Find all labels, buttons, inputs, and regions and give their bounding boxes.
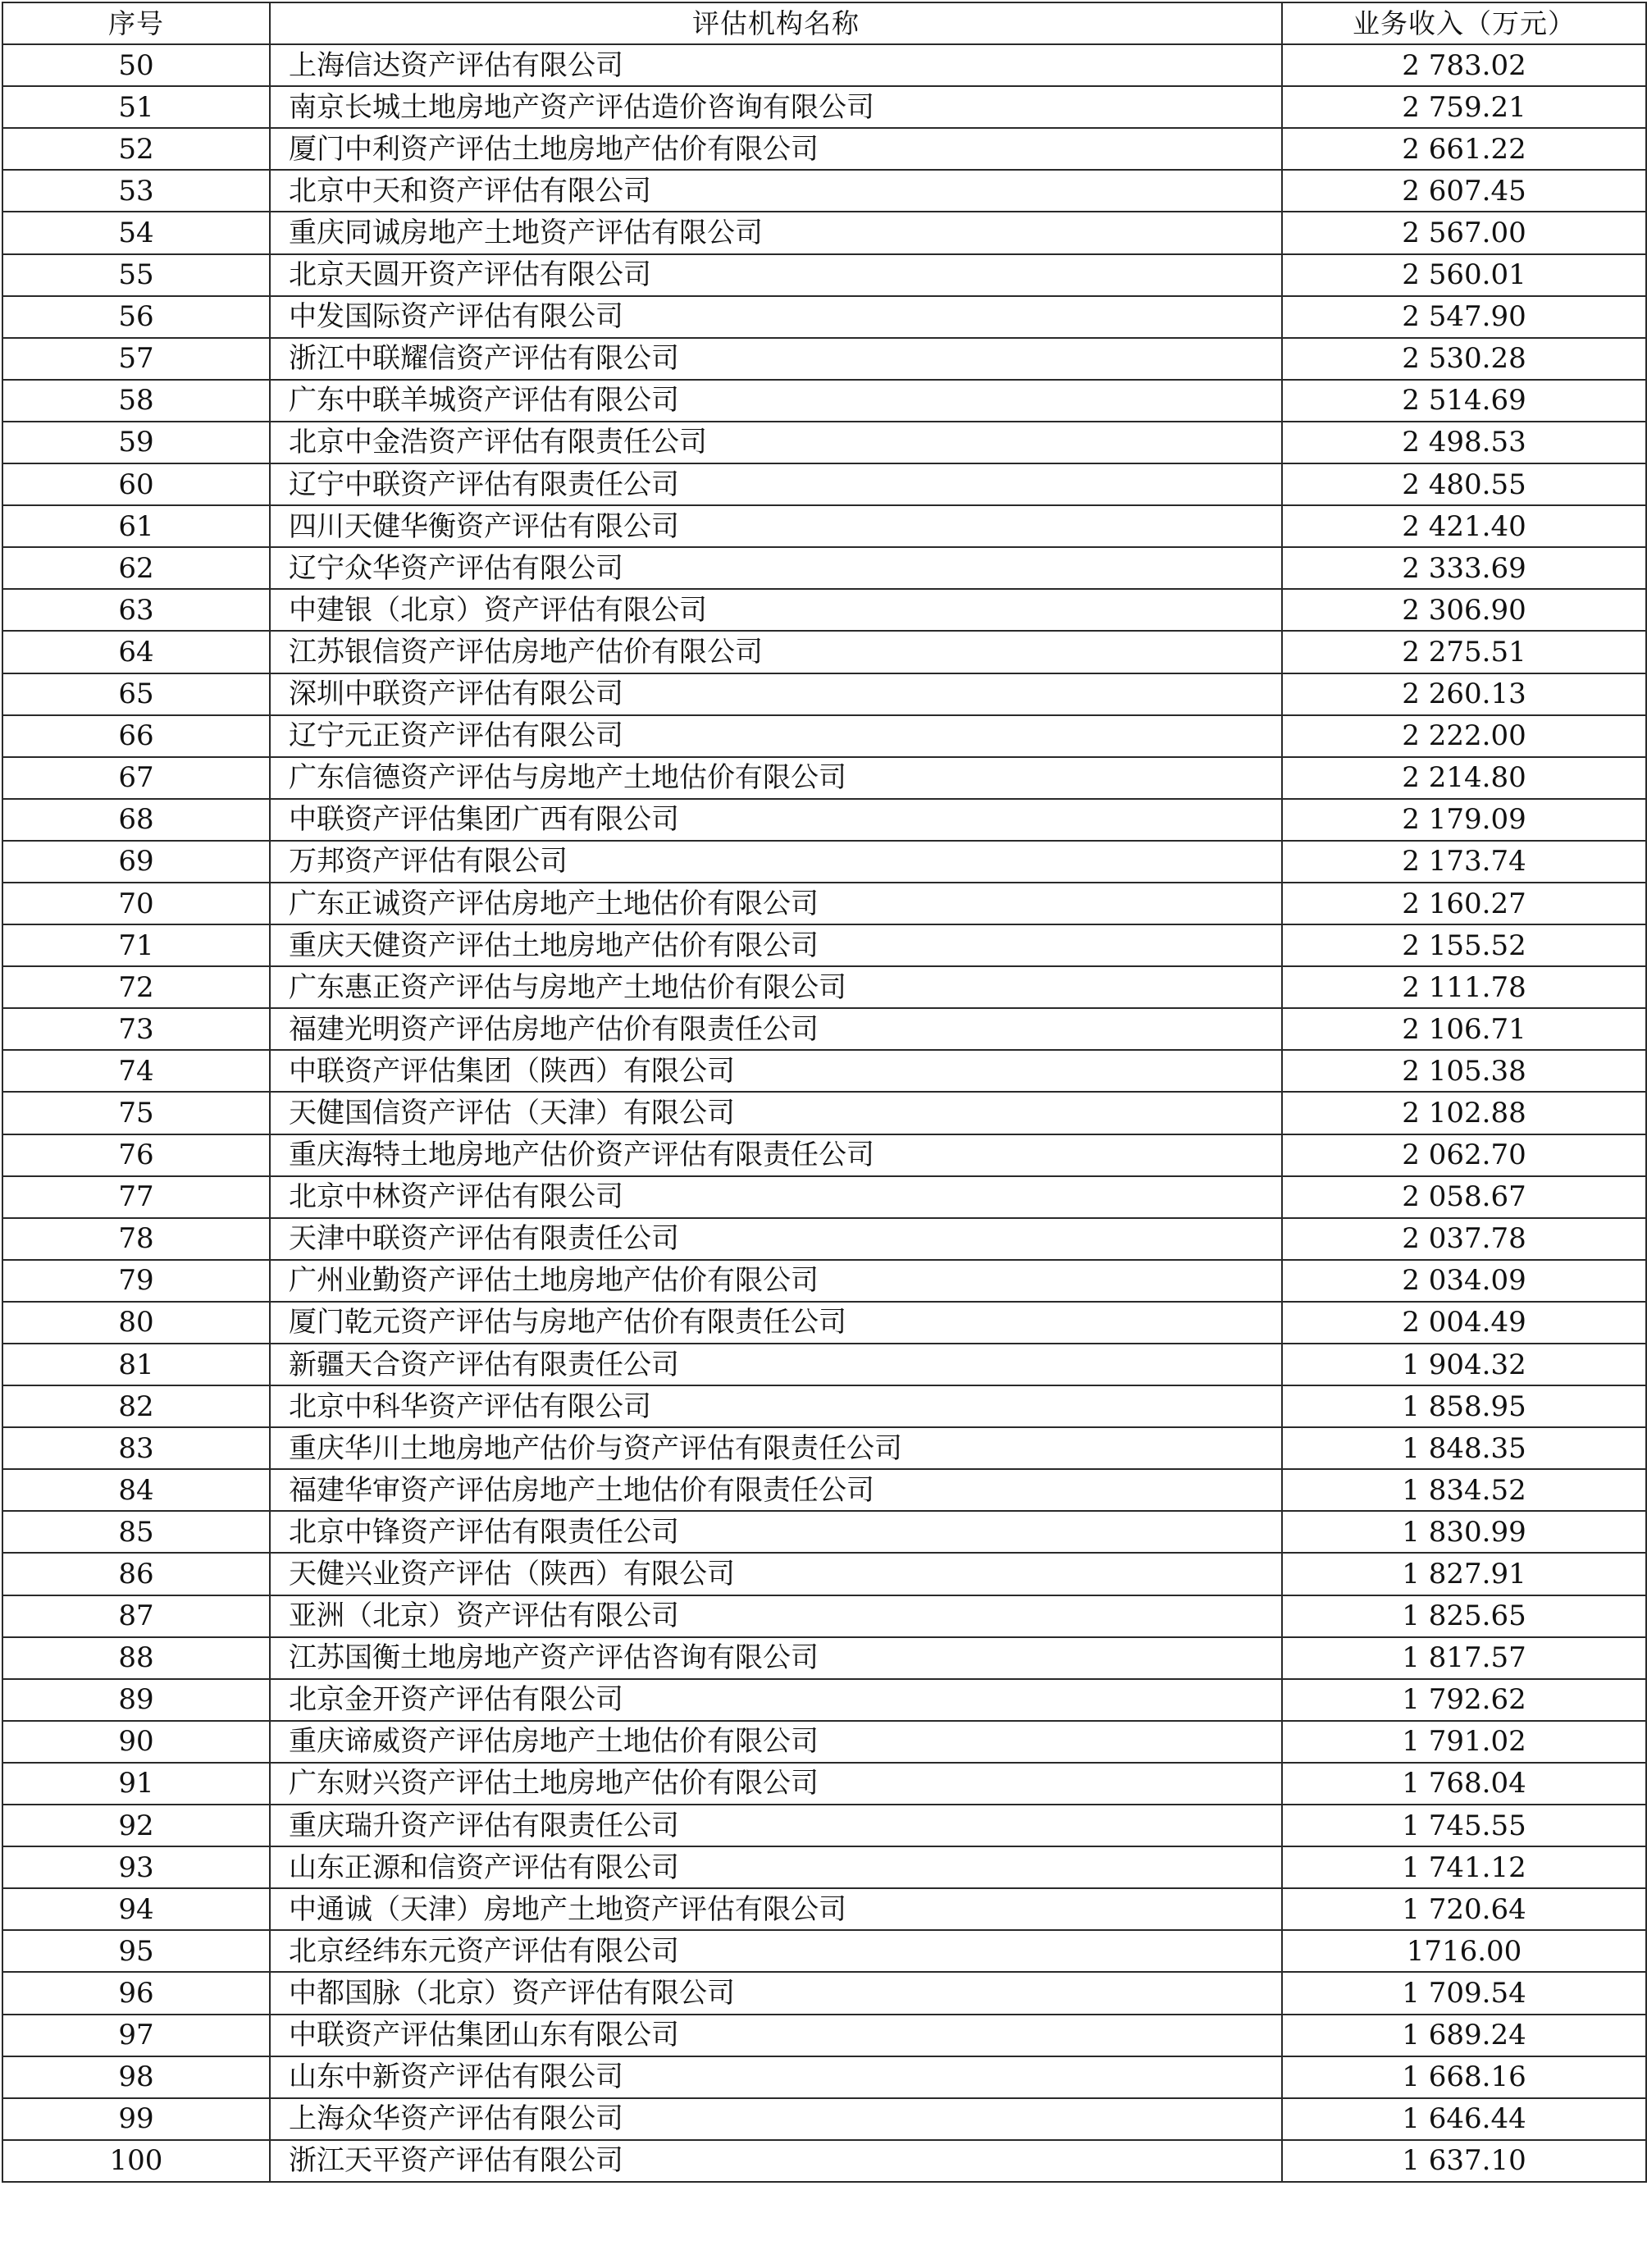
cell-number: 59 (2, 422, 270, 463)
cell-income: 1 709.54 (1282, 1972, 1646, 2014)
cell-income: 2 275.51 (1282, 631, 1646, 673)
cell-name: 广东惠正资产评估与房地产土地估价有限公司 (270, 966, 1282, 1008)
cell-name: 北京中锋资产评估有限责任公司 (270, 1511, 1282, 1553)
cell-number: 50 (2, 44, 270, 86)
cell-name: 辽宁众华资产评估有限公司 (270, 547, 1282, 589)
cell-income: 2 498.53 (1282, 422, 1646, 463)
table-row (2, 1763, 1646, 1805)
cell-number: 58 (2, 380, 270, 422)
cell-name: 广东信德资产评估与房地产土地估价有限公司 (270, 757, 1282, 799)
table-row (2, 1553, 1646, 1595)
cell-income: 2 530.28 (1282, 338, 1646, 380)
table-row (2, 1344, 1646, 1385)
table-row (2, 631, 1646, 673)
cell-number: 72 (2, 966, 270, 1008)
cell-income: 1 825.65 (1282, 1595, 1646, 1637)
cell-income: 2 214.80 (1282, 757, 1646, 799)
cell-number: 94 (2, 1888, 270, 1930)
appraisal-income-table (2, 2, 1647, 2183)
table-row (2, 1134, 1646, 1176)
cell-income: 2 567.00 (1282, 212, 1646, 253)
cell-number: 92 (2, 1805, 270, 1846)
table-row (2, 1092, 1646, 1134)
cell-income: 2 106.71 (1282, 1008, 1646, 1050)
cell-number: 65 (2, 673, 270, 715)
cell-number: 63 (2, 589, 270, 631)
table-row (2, 883, 1646, 924)
cell-number: 52 (2, 128, 270, 170)
cell-income: 2 058.67 (1282, 1176, 1646, 1218)
table-row (2, 1888, 1646, 1930)
header-row (2, 2, 1646, 44)
cell-name: 辽宁中联资产评估有限责任公司 (270, 463, 1282, 505)
table-row (2, 2098, 1646, 2140)
cell-income: 1 817.57 (1282, 1637, 1646, 1679)
table-row (2, 1218, 1646, 1260)
cell-name: 厦门中利资产评估土地房地产估价有限公司 (270, 128, 1282, 170)
cell-name: 亚洲（北京）资产评估有限公司 (270, 1595, 1282, 1637)
cell-name: 天津中联资产评估有限责任公司 (270, 1218, 1282, 1260)
cell-name: 江苏国衡土地房地产资产评估咨询有限公司 (270, 1637, 1282, 1679)
cell-number: 88 (2, 1637, 270, 1679)
cell-name: 重庆海特土地房地产估价资产评估有限责任公司 (270, 1134, 1282, 1176)
cell-name: 山东中新资产评估有限公司 (270, 2056, 1282, 2098)
table-row (2, 212, 1646, 253)
table-row (2, 1385, 1646, 1427)
cell-number: 97 (2, 2015, 270, 2056)
cell-income: 2 179.09 (1282, 799, 1646, 841)
cell-name: 中联资产评估集团（陕西）有限公司 (270, 1050, 1282, 1092)
cell-name: 北京中科华资产评估有限公司 (270, 1385, 1282, 1427)
table-row (2, 170, 1646, 212)
cell-number: 68 (2, 799, 270, 841)
cell-income: 2 480.55 (1282, 463, 1646, 505)
cell-income: 2 222.00 (1282, 715, 1646, 757)
cell-name: 浙江天平资产评估有限公司 (270, 2140, 1282, 2182)
cell-name: 重庆华川土地房地产估价与资产评估有限责任公司 (270, 1427, 1282, 1469)
cell-income: 1 791.02 (1282, 1721, 1646, 1763)
cell-number: 66 (2, 715, 270, 757)
cell-income: 1 720.64 (1282, 1888, 1646, 1930)
table-body (2, 44, 1646, 2182)
cell-name: 南京长城土地房地产资产评估造价咨询有限公司 (270, 86, 1282, 128)
table-row (2, 1511, 1646, 1553)
cell-name: 北京经纬东元资产评估有限公司 (270, 1930, 1282, 1972)
table-row (2, 966, 1646, 1008)
table-row (2, 1679, 1646, 1721)
cell-number: 80 (2, 1302, 270, 1344)
cell-name: 上海信达资产评估有限公司 (270, 44, 1282, 86)
cell-income: 1 745.55 (1282, 1805, 1646, 1846)
header-number: 序号 (2, 2, 270, 44)
table-row (2, 296, 1646, 338)
cell-name: 浙江中联耀信资产评估有限公司 (270, 338, 1282, 380)
table-row (2, 1176, 1646, 1218)
cell-income: 2 783.02 (1282, 44, 1646, 86)
table-row (2, 2056, 1646, 2098)
table-row (2, 1721, 1646, 1763)
cell-name: 天健兴业资产评估（陕西）有限公司 (270, 1553, 1282, 1595)
cell-number: 56 (2, 296, 270, 338)
cell-income: 1 646.44 (1282, 2098, 1646, 2140)
cell-number: 71 (2, 924, 270, 966)
cell-income: 1 768.04 (1282, 1763, 1646, 1805)
table-row (2, 86, 1646, 128)
cell-income: 1 858.95 (1282, 1385, 1646, 1427)
cell-income: 2 004.49 (1282, 1302, 1646, 1344)
table-row (2, 505, 1646, 547)
cell-income: 1 830.99 (1282, 1511, 1646, 1553)
cell-name: 中联资产评估集团山东有限公司 (270, 2015, 1282, 2056)
cell-income: 1 827.91 (1282, 1553, 1646, 1595)
cell-number: 74 (2, 1050, 270, 1092)
table-row (2, 254, 1646, 296)
cell-name: 厦门乾元资产评估与房地产估价有限责任公司 (270, 1302, 1282, 1344)
cell-income: 2 173.74 (1282, 841, 1646, 883)
cell-name: 中建银（北京）资产评估有限公司 (270, 589, 1282, 631)
cell-number: 96 (2, 1972, 270, 2014)
cell-number: 55 (2, 254, 270, 296)
table-header (2, 2, 1646, 44)
cell-number: 69 (2, 841, 270, 883)
table-row (2, 2140, 1646, 2182)
cell-name: 新疆天合资产评估有限责任公司 (270, 1344, 1282, 1385)
table-row (2, 422, 1646, 463)
cell-income: 2 514.69 (1282, 380, 1646, 422)
table-row (2, 841, 1646, 883)
cell-income: 2 105.38 (1282, 1050, 1646, 1092)
table-row (2, 1930, 1646, 1972)
cell-income: 2 421.40 (1282, 505, 1646, 547)
cell-name: 中发国际资产评估有限公司 (270, 296, 1282, 338)
cell-number: 78 (2, 1218, 270, 1260)
header-name: 评估机构名称 (270, 2, 1282, 44)
cell-number: 83 (2, 1427, 270, 1469)
cell-income: 2 034.09 (1282, 1260, 1646, 1302)
table-row (2, 2015, 1646, 2056)
table-row (2, 1595, 1646, 1637)
cell-number: 67 (2, 757, 270, 799)
cell-income: 2 260.13 (1282, 673, 1646, 715)
table-row (2, 1260, 1646, 1302)
cell-number: 53 (2, 170, 270, 212)
cell-income: 1716.00 (1282, 1930, 1646, 1972)
cell-name: 四川天健华衡资产评估有限公司 (270, 505, 1282, 547)
cell-number: 87 (2, 1595, 270, 1637)
cell-income: 1 792.62 (1282, 1679, 1646, 1721)
cell-name: 福建光明资产评估房地产估价有限责任公司 (270, 1008, 1282, 1050)
cell-name: 上海众华资产评估有限公司 (270, 2098, 1282, 2140)
cell-name: 江苏银信资产评估房地产估价有限公司 (270, 631, 1282, 673)
cell-number: 77 (2, 1176, 270, 1218)
table-row (2, 1050, 1646, 1092)
cell-number: 79 (2, 1260, 270, 1302)
cell-name: 中都国脉（北京）资产评估有限公司 (270, 1972, 1282, 2014)
cell-number: 81 (2, 1344, 270, 1385)
table-row (2, 547, 1646, 589)
cell-name: 广东中联羊城资产评估有限公司 (270, 380, 1282, 422)
table-row (2, 589, 1646, 631)
cell-name: 万邦资产评估有限公司 (270, 841, 1282, 883)
cell-number: 62 (2, 547, 270, 589)
table-row (2, 715, 1646, 757)
cell-name: 深圳中联资产评估有限公司 (270, 673, 1282, 715)
table-row (2, 799, 1646, 841)
cell-name: 重庆同诚房地产土地资产评估有限公司 (270, 212, 1282, 253)
table-row (2, 1972, 1646, 2014)
cell-income: 1 848.35 (1282, 1427, 1646, 1469)
cell-number: 61 (2, 505, 270, 547)
table-row (2, 924, 1646, 966)
table-row (2, 757, 1646, 799)
cell-income: 2 160.27 (1282, 883, 1646, 924)
cell-name: 北京天圆开资产评估有限公司 (270, 254, 1282, 296)
cell-number: 98 (2, 2056, 270, 2098)
cell-number: 90 (2, 1721, 270, 1763)
cell-income: 1 668.16 (1282, 2056, 1646, 2098)
cell-name: 重庆瑞升资产评估有限责任公司 (270, 1805, 1282, 1846)
table-row (2, 338, 1646, 380)
table-row (2, 673, 1646, 715)
table-row (2, 1427, 1646, 1469)
cell-income: 2 155.52 (1282, 924, 1646, 966)
cell-name: 北京中天和资产评估有限公司 (270, 170, 1282, 212)
table-row (2, 1846, 1646, 1888)
table-row (2, 1637, 1646, 1679)
cell-name: 广州业勤资产评估土地房地产估价有限公司 (270, 1260, 1282, 1302)
table-row (2, 380, 1646, 422)
cell-income: 2 306.90 (1282, 589, 1646, 631)
cell-income: 2 607.45 (1282, 170, 1646, 212)
cell-number: 54 (2, 212, 270, 253)
cell-income: 2 037.78 (1282, 1218, 1646, 1260)
cell-name: 广东财兴资产评估土地房地产估价有限公司 (270, 1763, 1282, 1805)
cell-income: 2 102.88 (1282, 1092, 1646, 1134)
cell-name: 山东正源和信资产评估有限公司 (270, 1846, 1282, 1888)
cell-name: 北京金开资产评估有限公司 (270, 1679, 1282, 1721)
table-row (2, 44, 1646, 86)
cell-name: 重庆谛威资产评估房地产土地估价有限公司 (270, 1721, 1282, 1763)
cell-number: 73 (2, 1008, 270, 1050)
cell-income: 1 741.12 (1282, 1846, 1646, 1888)
cell-number: 57 (2, 338, 270, 380)
cell-income: 2 062.70 (1282, 1134, 1646, 1176)
cell-number: 75 (2, 1092, 270, 1134)
cell-number: 99 (2, 2098, 270, 2140)
cell-number: 91 (2, 1763, 270, 1805)
cell-income: 1 904.32 (1282, 1344, 1646, 1385)
table-row (2, 1805, 1646, 1846)
cell-number: 85 (2, 1511, 270, 1553)
cell-income: 2 759.21 (1282, 86, 1646, 128)
table-row (2, 1008, 1646, 1050)
cell-number: 86 (2, 1553, 270, 1595)
cell-income: 1 689.24 (1282, 2015, 1646, 2056)
cell-number: 95 (2, 1930, 270, 1972)
cell-number: 70 (2, 883, 270, 924)
cell-income: 1 834.52 (1282, 1469, 1646, 1511)
cell-income: 1 637.10 (1282, 2140, 1646, 2182)
cell-income: 2 333.69 (1282, 547, 1646, 589)
cell-income: 2 547.90 (1282, 296, 1646, 338)
cell-name: 福建华审资产评估房地产土地估价有限责任公司 (270, 1469, 1282, 1511)
cell-income: 2 111.78 (1282, 966, 1646, 1008)
cell-number: 100 (2, 2140, 270, 2182)
cell-name: 中通诚（天津）房地产土地资产评估有限公司 (270, 1888, 1282, 1930)
table-row (2, 1469, 1646, 1511)
cell-name: 天健国信资产评估（天津）有限公司 (270, 1092, 1282, 1134)
header-income: 业务收入（万元） (1282, 2, 1646, 44)
cell-number: 89 (2, 1679, 270, 1721)
table-row (2, 128, 1646, 170)
cell-number: 60 (2, 463, 270, 505)
cell-name: 中联资产评估集团广西有限公司 (270, 799, 1282, 841)
cell-name: 北京中林资产评估有限公司 (270, 1176, 1282, 1218)
cell-number: 93 (2, 1846, 270, 1888)
cell-number: 76 (2, 1134, 270, 1176)
table-row (2, 1302, 1646, 1344)
cell-name: 广东正诚资产评估房地产土地估价有限公司 (270, 883, 1282, 924)
cell-number: 82 (2, 1385, 270, 1427)
cell-number: 64 (2, 631, 270, 673)
cell-name: 辽宁元正资产评估有限公司 (270, 715, 1282, 757)
table-row (2, 463, 1646, 505)
cell-number: 51 (2, 86, 270, 128)
cell-income: 2 661.22 (1282, 128, 1646, 170)
cell-name: 北京中金浩资产评估有限责任公司 (270, 422, 1282, 463)
cell-name: 重庆天健资产评估土地房地产估价有限公司 (270, 924, 1282, 966)
cell-income: 2 560.01 (1282, 254, 1646, 296)
cell-number: 84 (2, 1469, 270, 1511)
